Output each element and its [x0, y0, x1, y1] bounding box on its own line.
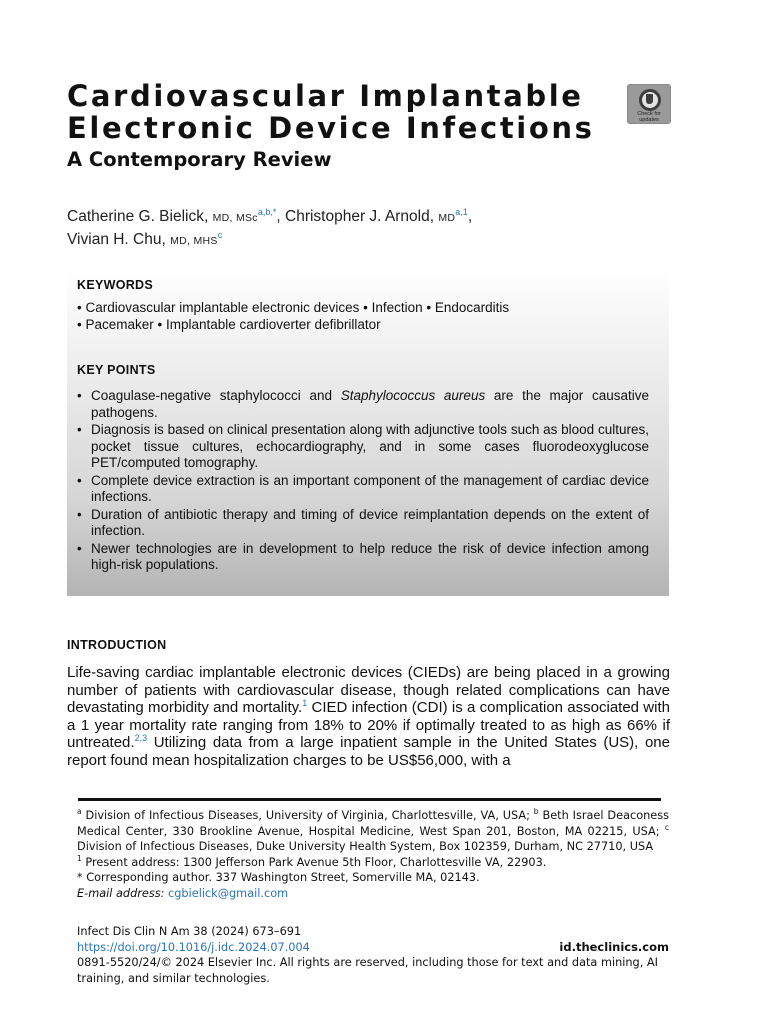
author-affiliation-ref[interactable]: a,b,* — [257, 206, 277, 217]
copyright-notice: 0891-5520/24/© 2024 Elsevier Inc. All rights are reserved, including those for text and data mining, AI training, and similar technologies. — [77, 956, 658, 985]
footnotes — [77, 808, 669, 901]
footnote-text: Beth Israel Deaconess Medical Center, 330 Brookline Avenue, Hospital Medicine, West Span 201, Boston, MA 02215, USA; — [77, 809, 670, 838]
badge-text — [628, 111, 670, 123]
introduction-paragraph — [67, 664, 670, 769]
key-point-text: Duration of antibiotic therapy and timing of device reimplantation depends on the extent of infection. — [91, 506, 649, 538]
introduction-heading: INTRODUCTION — [67, 638, 167, 652]
title-line-2: Electronic Device Infections — [67, 111, 595, 145]
bullet-icon: • — [77, 472, 82, 488]
footnote-marker: a — [77, 807, 82, 817]
key-point-emphasis: Staphylococcus aureus — [340, 388, 486, 403]
footnote-text: Present address: 1300 Jefferson Park Avenue 5th Floor, Charlottesville VA, 22903. — [81, 855, 547, 869]
article-subtitle: A Contemporary Review — [67, 148, 332, 171]
badge-line-1: Check for — [637, 111, 661, 117]
author-name: Vivian H. Chu, — [67, 231, 166, 248]
keywords-heading: KEYWORDS — [77, 278, 154, 292]
key-point-item — [67, 541, 649, 574]
body-text: Utilizing data from a large inpatient sample in the United States (US), one report found mean hospitalization charges to be US$56,000, with a — [67, 734, 670, 769]
affiliations-footnote — [77, 808, 669, 855]
author-line-2 — [67, 229, 687, 252]
key-point-text: Newer technologies are in development to help reduce the risk of device infection among high-risk populations. — [91, 540, 649, 572]
key-point-text: are the major causative pathogens. — [91, 388, 649, 420]
footnote-divider — [78, 798, 661, 801]
footnote-marker: b — [533, 807, 539, 817]
citation-ref[interactable]: 2,3 — [134, 733, 148, 743]
journal-info — [77, 924, 669, 986]
email-link[interactable]: cgbielick@gmail.com — [168, 886, 289, 900]
body-text: CIED infection (CDI) is a complication associated with a 1 year mortality rate ranging from 18% to 20% if optimally treated to as high as 66% if untreated. — [67, 699, 670, 751]
bullet-icon: • — [77, 422, 82, 437]
footnote-text: Division of Infectious Diseases, University of Virginia, Charlottesville, VA, USA; — [81, 809, 534, 822]
key-points-list — [67, 388, 649, 575]
summary-box — [67, 268, 669, 596]
author-degree: MD, MHS — [170, 235, 218, 247]
keywords-list — [77, 300, 667, 333]
author-degree: MD, MSc — [212, 212, 258, 224]
author-affiliation-ref[interactable]: c — [217, 229, 223, 240]
author-list — [67, 206, 687, 252]
body-text: Life-saving cardiac implantable electronic devices (CIEDs) are being placed in a growing number of patients with cardiovascular disease, though related complications can have devastating morbidity and mortality. — [67, 664, 670, 716]
email-footnote — [77, 886, 669, 902]
author-name: Christopher J. Arnold, — [285, 208, 435, 225]
bookmark-icon — [639, 89, 661, 111]
author-affiliation-ref[interactable]: a,1 — [455, 206, 468, 217]
author-name: Catherine G. Bielick, — [67, 208, 209, 225]
key-point-text: Complete device extraction is an important component of the management of cardiac device infections. — [91, 472, 649, 504]
corresponding-author-footnote: * Corresponding author. 337 Washington Street, Somerville MA, 02143. — [77, 871, 480, 884]
keywords-line: • Cardiovascular implantable electronic devices • Infection • Endocarditis — [77, 300, 510, 315]
check-for-updates-badge[interactable] — [627, 84, 671, 124]
footnote-text: Division of Infectious Diseases, Duke University Health System, Box 102359, Durham, NC 27710, USA — [77, 840, 654, 853]
key-point-item — [67, 388, 649, 421]
citation-ref[interactable]: 1 — [302, 698, 308, 708]
article-title — [67, 80, 607, 144]
journal-site-link[interactable]: id.theclinics.com — [559, 939, 669, 954]
key-points-heading: KEY POINTS — [77, 363, 156, 377]
key-point-text: Coagulase-negative staphylococci and — [91, 388, 341, 403]
key-point-text: Diagnosis is based on clinical presentation along with adjunctive tools such as blood cultures, pocket tissue cultures, echocardiography, and in some cases fluorodeoxyglucose PET/computed tomography. — [91, 422, 649, 470]
badge-line-2: updates — [639, 117, 659, 123]
doi-link[interactable]: https://doi.org/10.1016/j.idc.2024.07.004 — [77, 940, 310, 954]
author-degree: MD — [438, 212, 456, 224]
bullet-icon: • — [77, 506, 82, 522]
key-point-item — [67, 422, 649, 472]
key-point-item — [67, 473, 649, 506]
keywords-line: • Pacemaker • Implantable cardioverter defibrillator — [77, 316, 381, 332]
footnote-marker: c — [664, 822, 669, 832]
journal-citation: Infect Dis Clin N Am 38 (2024) 673–691 — [77, 925, 302, 938]
title-line-1: Cardiovascular Implantable — [67, 79, 584, 113]
key-point-item — [67, 507, 649, 540]
present-address-footnote — [77, 855, 669, 871]
bullet-icon: • — [77, 388, 82, 403]
bullet-icon: • — [77, 540, 82, 556]
footnote-marker: 1 — [77, 853, 82, 863]
author-line-1: Catherine G. Bielick, MD, MSc$^{a,b,*}$, Christopher J. Arnold, MD$^{a,1}$, — [67, 206, 473, 225]
email-label: E-mail address: — [77, 886, 165, 900]
